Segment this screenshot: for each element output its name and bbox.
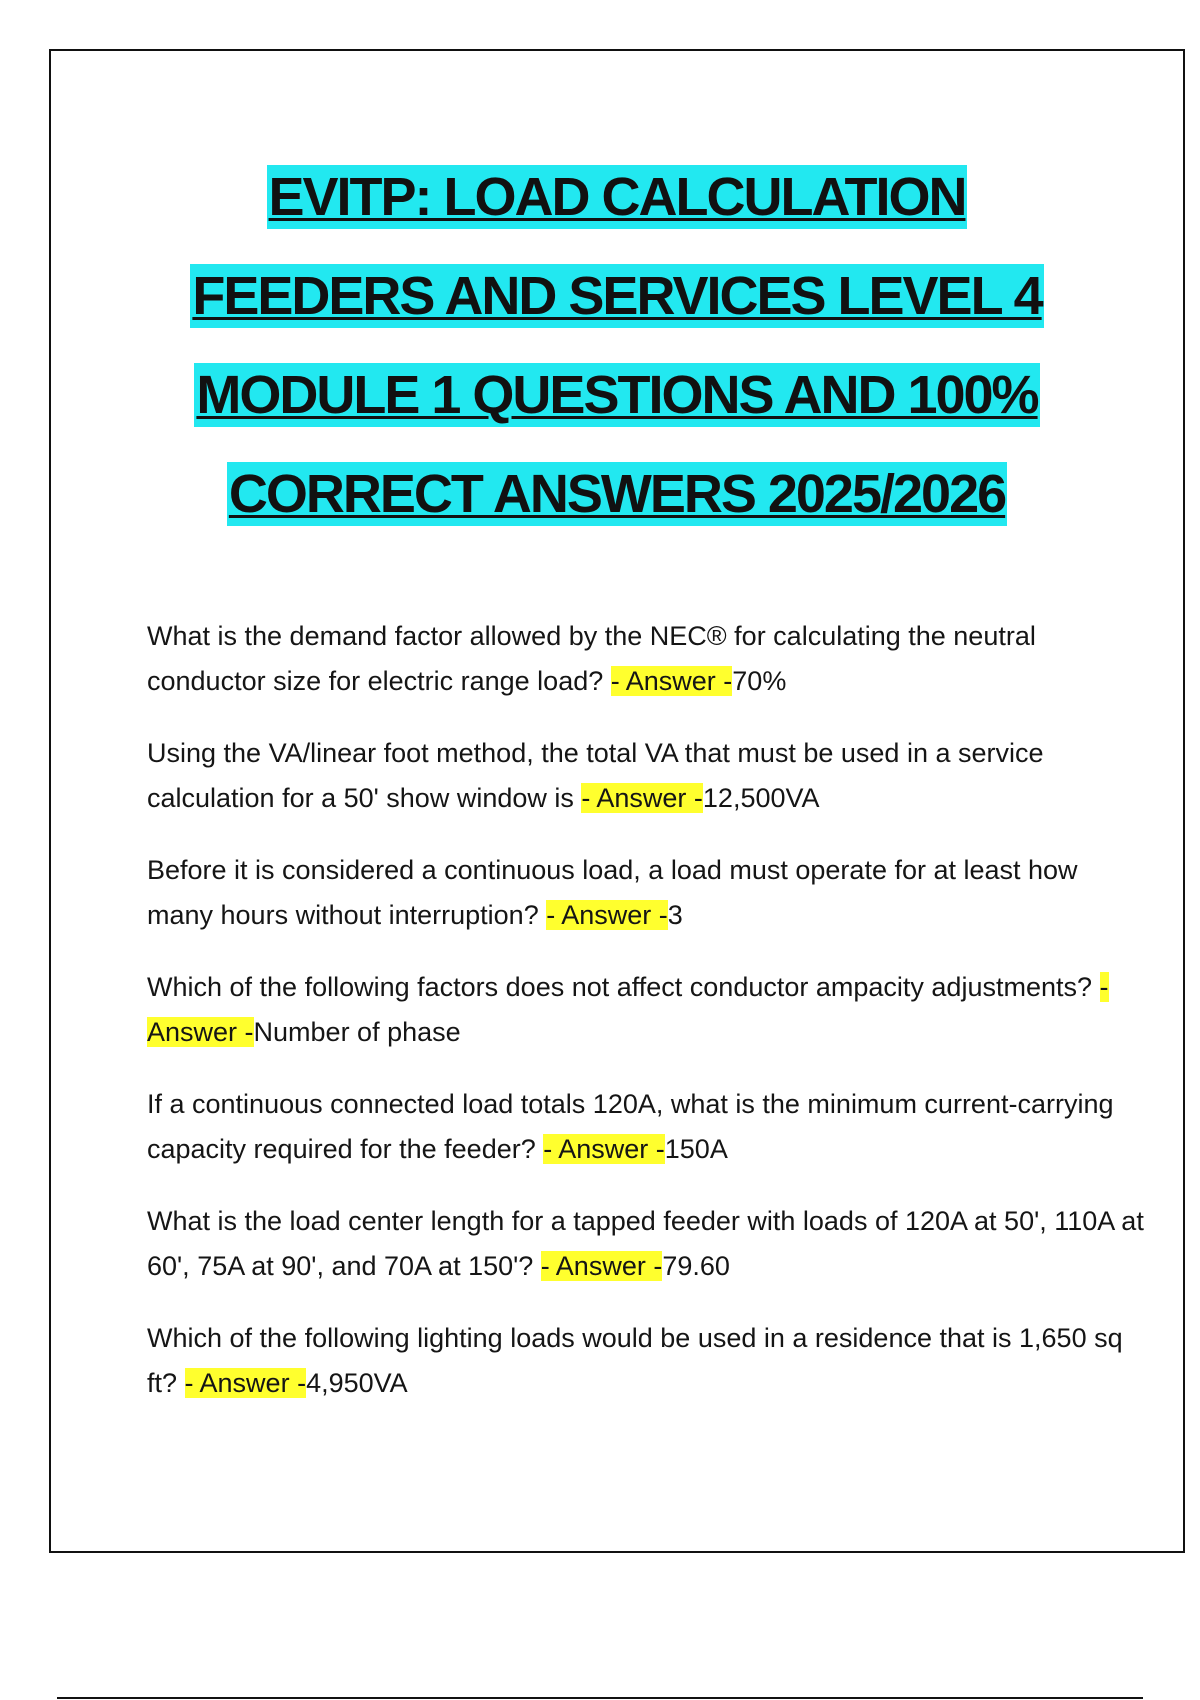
question-text: What is the load center length for a tapped feeder with loads of 120A at 50', 110A at 60', 75A at 90', and 70A at 150'? xyxy=(147,1206,1144,1281)
answer-marker: - Answer - xyxy=(543,1134,665,1164)
title-line-text: MODULE 1 QUESTIONS AND 100% xyxy=(196,364,1038,425)
answer-marker: - Answer - xyxy=(610,666,733,696)
answer-text: 3 xyxy=(667,900,683,930)
bottom-divider xyxy=(57,1697,1143,1699)
question-text: Using the VA/linear foot method, the total VA that must be used in a service calculation for a 50' show window is xyxy=(147,738,1044,813)
answer-text: 70% xyxy=(732,666,787,696)
answer-text: 4,950VA xyxy=(306,1368,408,1398)
question-text: If a continuous connected load totals 120A, what is the minimum current-carrying capacity required for the feeder? xyxy=(147,1089,1114,1164)
qa-item xyxy=(147,731,1147,821)
question-text: Which of the following lighting loads would be used in a residence that is 1,650 sq ft? xyxy=(147,1323,1123,1398)
qa-item xyxy=(147,848,1147,938)
answer-marker: - Answer - xyxy=(184,1368,307,1398)
qa-item xyxy=(147,614,1147,704)
answer-text: 79.60 xyxy=(662,1251,730,1281)
page-frame xyxy=(49,49,1185,1553)
qa-item xyxy=(147,1316,1147,1406)
qa-list xyxy=(147,614,1147,1427)
answer-marker: - Answer - xyxy=(540,1251,663,1281)
title-line xyxy=(51,147,1183,246)
title-line xyxy=(51,444,1183,543)
qa-item xyxy=(147,1199,1147,1289)
title-line xyxy=(51,345,1183,444)
qa-item xyxy=(147,965,1147,1055)
answer-text: 150A xyxy=(664,1134,728,1164)
answer-marker: - Answer - xyxy=(147,972,1109,1047)
title-line-text: EVITP: LOAD CALCULATION xyxy=(268,166,966,227)
title-line-text: CORRECT ANSWERS 2025/2026 xyxy=(228,463,1006,524)
qa-item xyxy=(147,1082,1147,1172)
answer-marker: - Answer - xyxy=(581,783,703,813)
answer-text: Number of phase xyxy=(253,1017,461,1047)
title-line-text: FEEDERS AND SERVICES LEVEL 4 xyxy=(192,265,1042,326)
document-title xyxy=(51,147,1183,543)
answer-text: 12,500VA xyxy=(702,783,820,813)
question-text: What is the demand factor allowed by the NEC® for calculating the neutral conductor size for electric range load? xyxy=(147,621,1036,696)
question-text: Which of the following factors does not affect conductor ampacity adjustments? xyxy=(147,972,1100,1002)
answer-marker: - Answer - xyxy=(546,900,668,930)
title-line xyxy=(51,246,1183,345)
question-text: Before it is considered a continuous load, a load must operate for at least how many hours without interruption? xyxy=(147,855,1078,930)
